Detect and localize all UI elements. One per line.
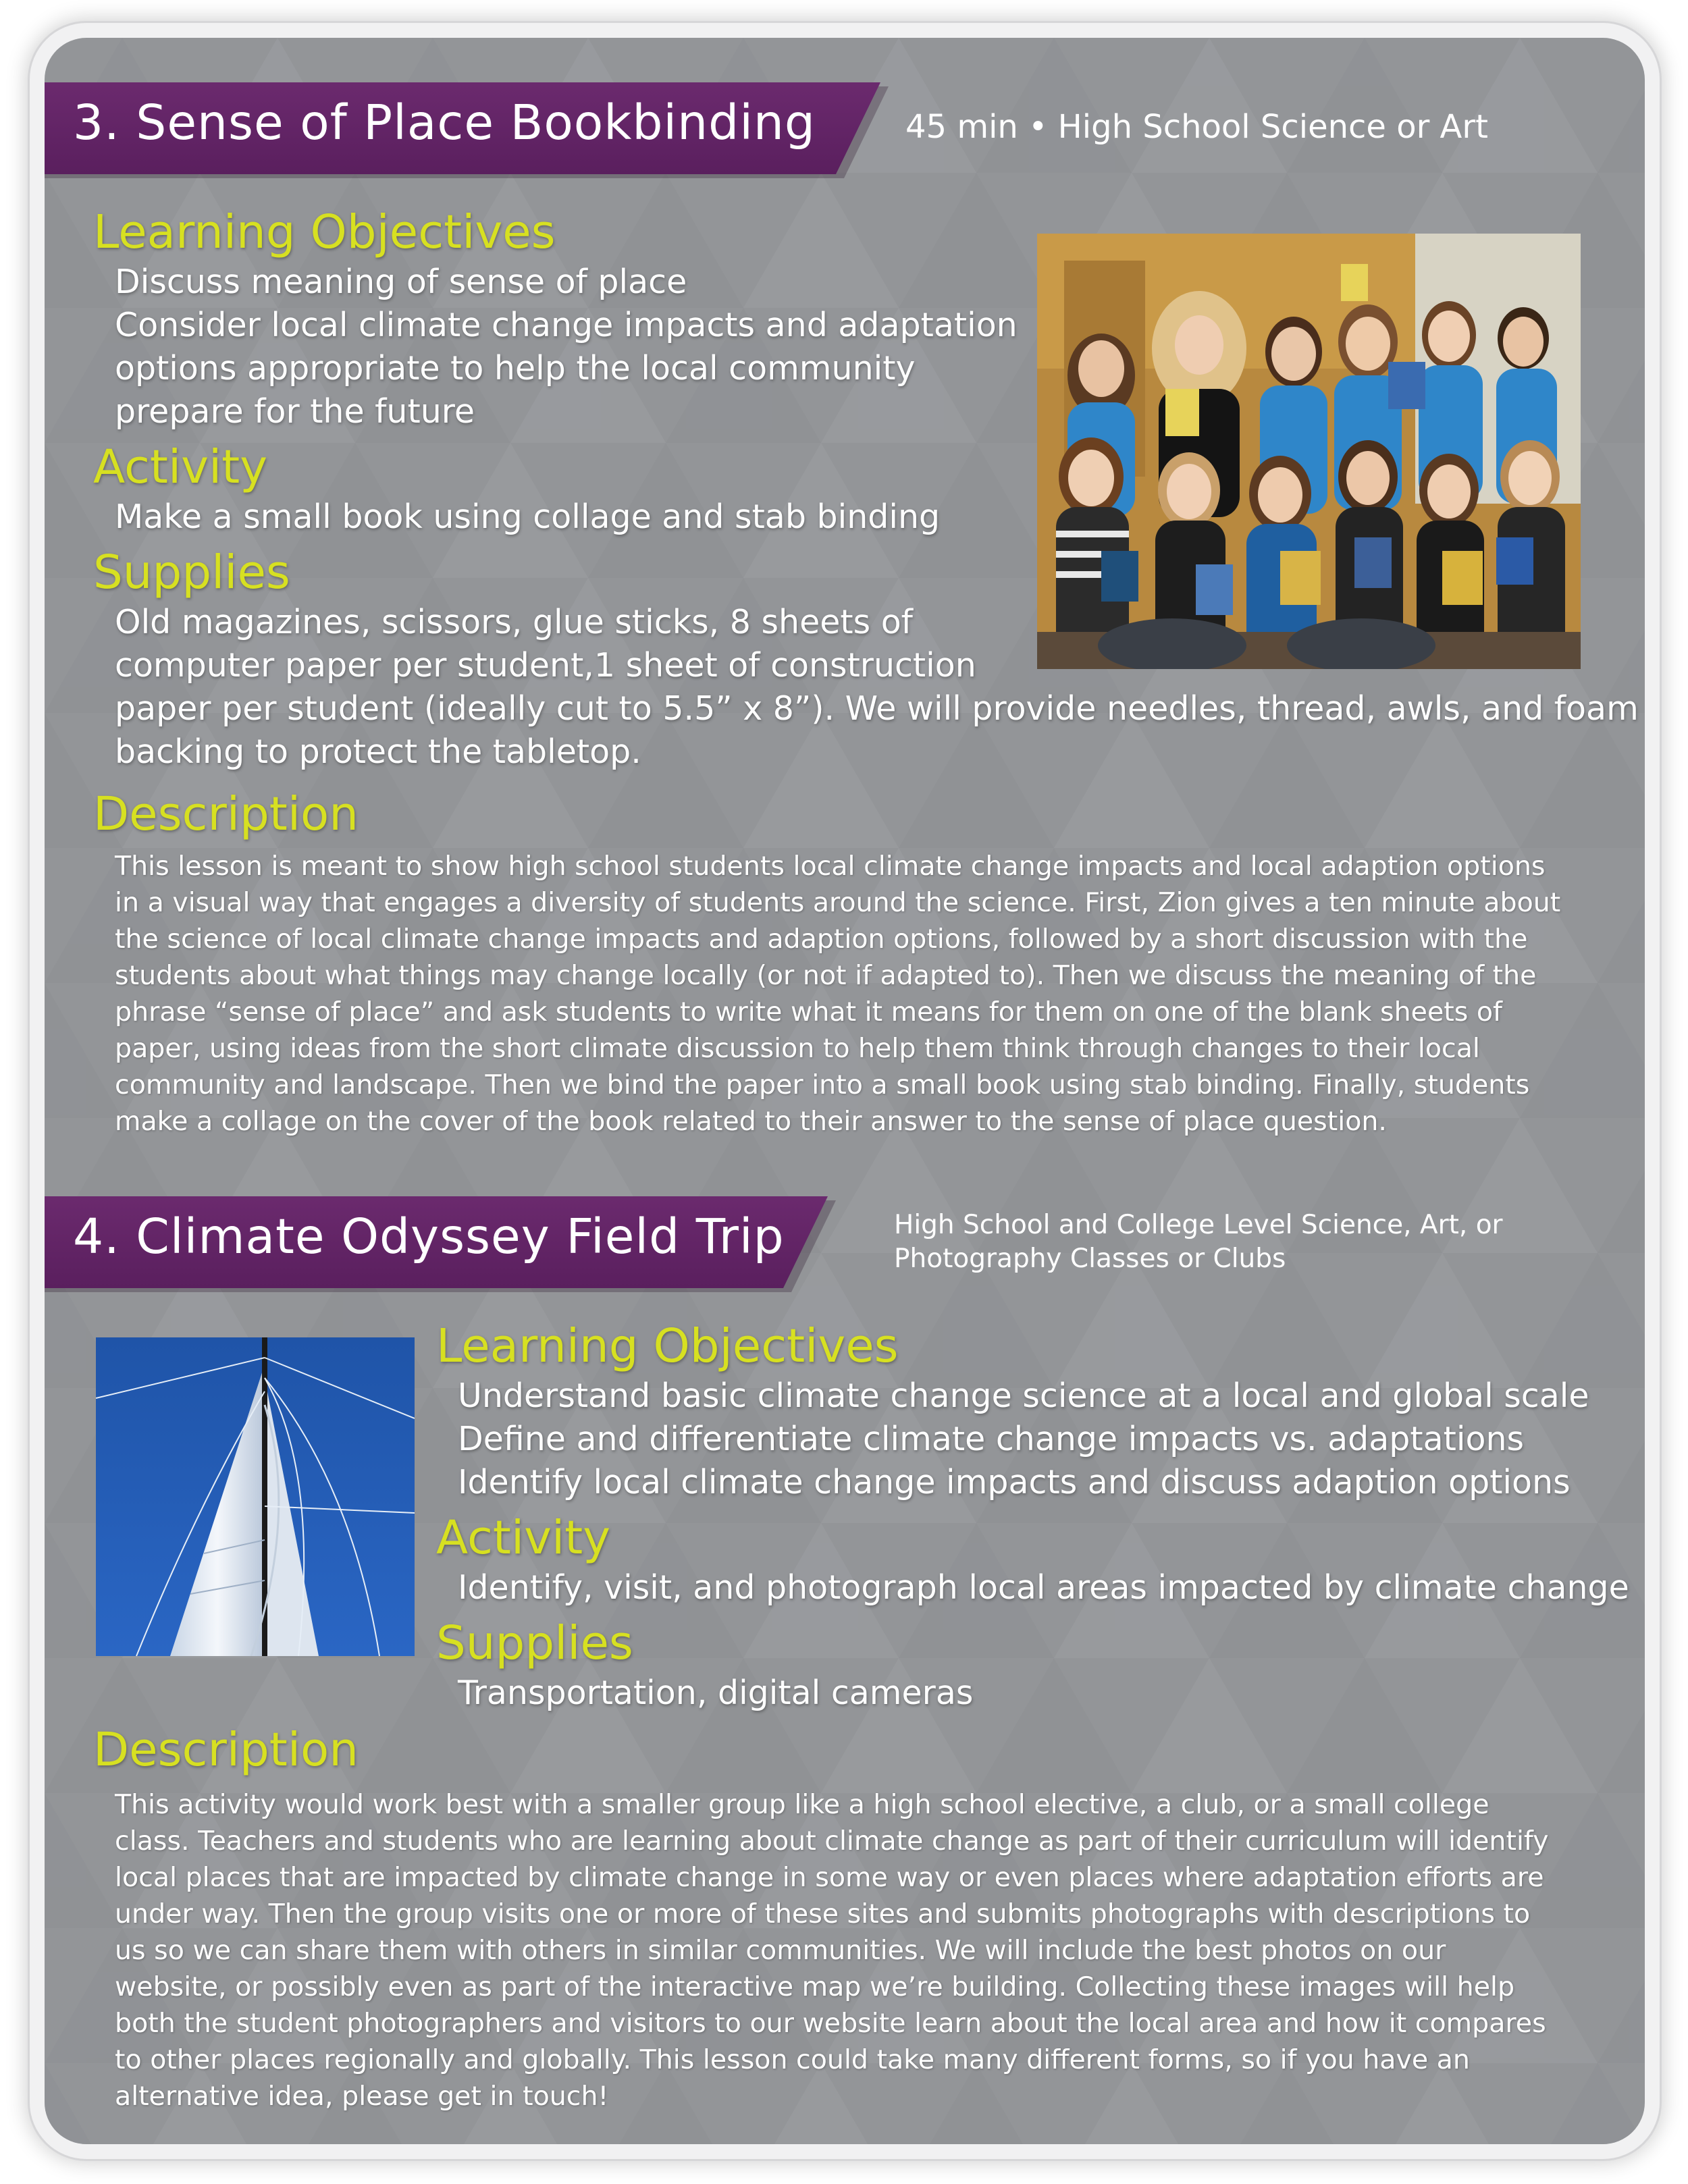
section3-title: 3. Sense of Place Bookbinding	[73, 95, 816, 151]
section4-description	[115, 1786, 1549, 2114]
section4-description-line: local places that are impacted by climate change in some way or even places where adaptation efforts are	[115, 1862, 1544, 1893]
section3-objective-3: options appropriate to help the local community	[115, 349, 916, 388]
section3-activity-text: Make a small book using collage and stab binding	[115, 498, 941, 536]
section3-objectives-heading: Learning Objectives	[93, 205, 556, 259]
student-group-photo	[1037, 234, 1581, 669]
section4-meta-line: Photography Classes or Clubs	[894, 1244, 1286, 1274]
section3-description	[115, 848, 1560, 1140]
section4-title: 4. Climate Odyssey Field Trip	[73, 1208, 785, 1264]
page-card	[45, 38, 1645, 2144]
section4-description-line: alternative idea, please get in touch!	[115, 2081, 609, 2112]
section4-objective-1: Understand basic climate change science at a local and global scale	[458, 1377, 1589, 1415]
section3-description-line: phrase “sense of place” and ask students to write what it means for them on one of the blank sheets of	[115, 996, 1502, 1028]
section3-supplies-4: backing to protect the tabletop.	[115, 733, 641, 771]
section4-objective-2: Define and differentiate climate change impacts vs. adaptations	[458, 1420, 1525, 1458]
section3-description-line: make a collage on the cover of the book related to their answer to the sense of place question.	[115, 1106, 1387, 1137]
section4-description-line: This activity would work best with a smaller group like a high school elective, a club, or a small college	[115, 1789, 1489, 1820]
sailboat-mast-photo	[96, 1337, 415, 1656]
section3-description-heading: Description	[93, 787, 359, 841]
section3-supplies-heading: Supplies	[93, 545, 290, 600]
section4-supplies-text: Transportation, digital cameras	[458, 1674, 974, 1712]
section4-description-line: website, or possibly even as part of the interactive map we’re building. Collecting these images will help	[115, 1971, 1515, 2002]
section4-description-line: under way. Then the group visits one or more of these sites and submits photographs with descriptions to	[115, 1898, 1531, 1929]
section4-description-line: to other places regionally and globally. This lesson could take many different forms, so if you have an	[115, 2044, 1470, 2075]
section4-description-line: class. Teachers and students who are learning about climate change as part of their curriculum will identify	[115, 1826, 1549, 1857]
section4-meta-line: High School and College Level Science, Art, or	[894, 1210, 1503, 1240]
section3-description-line: the science of local climate change impacts and adaption options, followed by a short discussion with the	[115, 924, 1528, 955]
section4-supplies-heading: Supplies	[436, 1616, 633, 1670]
section3-supplies-1: Old magazines, scissors, glue sticks, 8 sheets of	[115, 603, 913, 641]
section3-objective-2: Consider local climate change impacts and adaptation	[115, 306, 1018, 344]
section3-meta: 45 min • High School Science or Art	[905, 108, 1488, 146]
section4-objectives-heading: Learning Objectives	[436, 1319, 899, 1373]
section3-objective-4: prepare for the future	[115, 392, 475, 431]
section3-supplies-3: paper per student (ideally cut to 5.5” x 8”). We will provide needles, thread, awls, and foam	[115, 689, 1639, 728]
section3-description-line: paper, using ideas from the short climate discussion to help them think through changes to their local	[115, 1033, 1480, 1064]
section4-description-heading: Description	[93, 1723, 359, 1777]
section4-meta	[894, 1208, 1503, 1276]
section3-description-line: This lesson is meant to show high school students local climate change impacts and local adaption options	[115, 851, 1546, 882]
section3-description-line: students about what things may change locally (or not if adapted to). Then we discuss the meaning of the	[115, 960, 1537, 991]
section4-activity-heading: Activity	[436, 1511, 611, 1565]
section4-objective-3: Identify local climate change impacts and discuss adaption options	[458, 1463, 1571, 1501]
section3-description-line: in a visual way that engages a diversity of students around the science. First, Zion gives a ten minute about	[115, 887, 1561, 918]
section3-description-line: community and landscape. Then we bind the paper into a small book using stab binding. Finally, students	[115, 1069, 1530, 1100]
section4-activity-text: Identify, visit, and photograph local areas impacted by climate change	[458, 1568, 1629, 1607]
section4-description-line: both the student photographers and visitors to our website learn about the local area and how it compares	[115, 2008, 1546, 2039]
section3-objective-1: Discuss meaning of sense of place	[115, 263, 687, 301]
section4-description-line: us so we can share them with others in similar communities. We will include the best photos on our	[115, 1935, 1446, 1966]
section3-activity-heading: Activity	[93, 440, 268, 494]
section3-supplies-2: computer paper per student,1 sheet of construction	[115, 646, 976, 685]
